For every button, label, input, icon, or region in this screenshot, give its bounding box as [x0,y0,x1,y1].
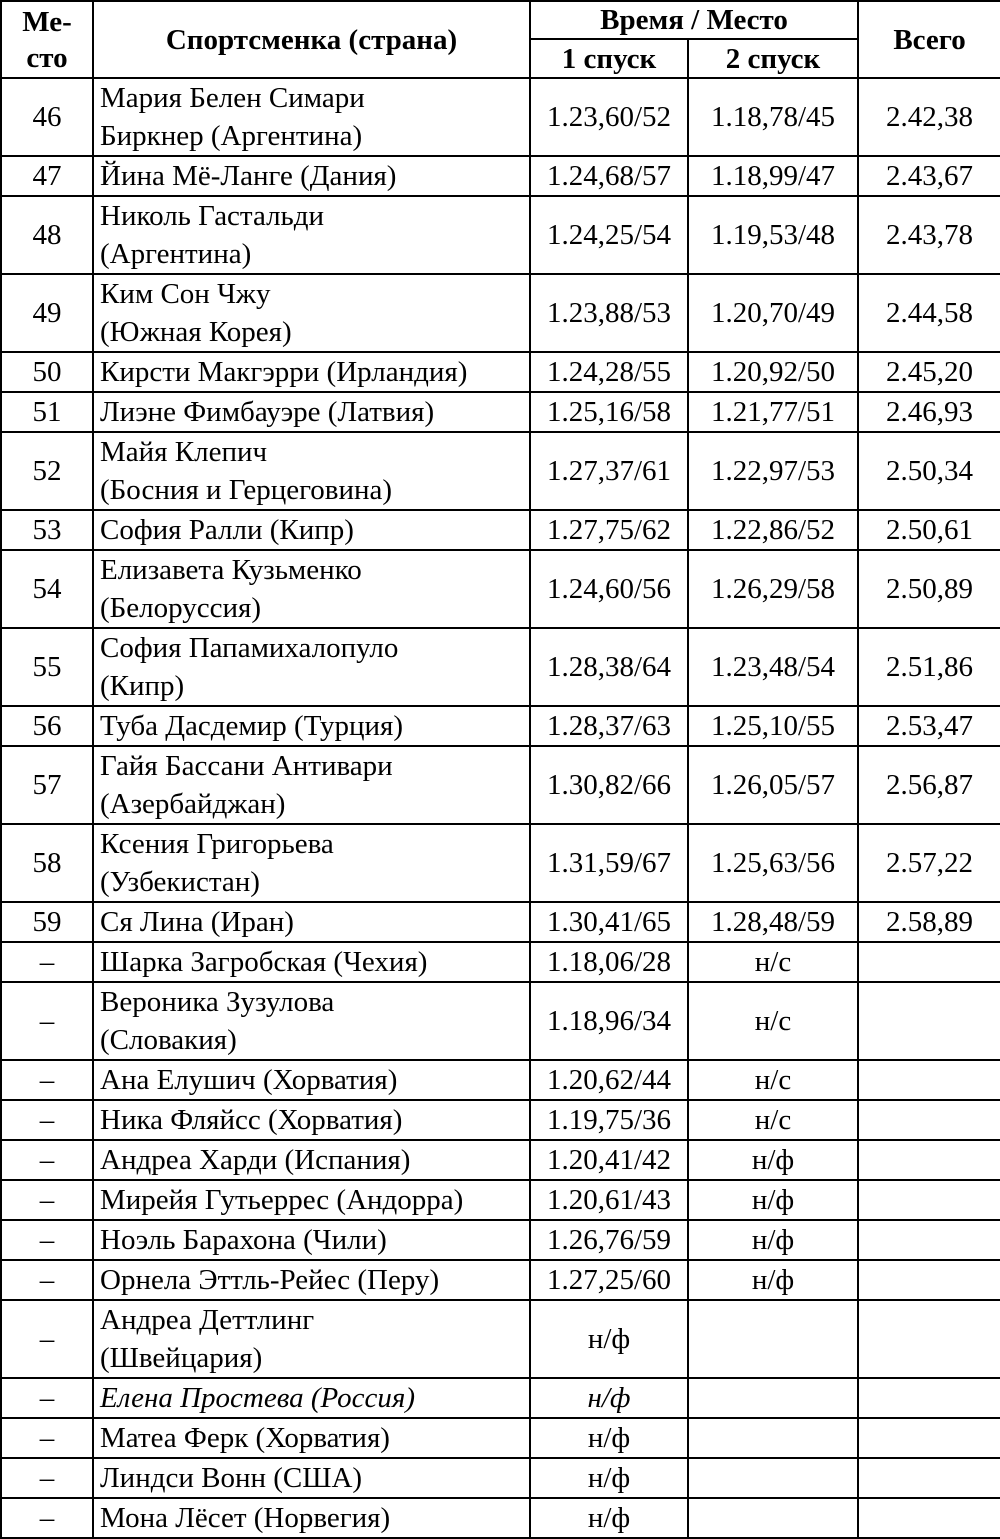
run2-cell: 1.25,63/56 [688,824,858,902]
athlete-name-line: Ся Лина (Иран) [100,906,294,938]
table-row [1,156,1000,196]
athlete-name-line: Ана Елушич (Хорватия) [100,1064,398,1096]
table-row [1,1458,1000,1498]
total-cell: 2.50,61 [858,510,1000,550]
run2-cell: 1.19,53/48 [688,196,858,274]
place-cell: – [1,1260,93,1300]
table-row [1,196,1000,274]
place-cell: 56 [1,706,93,746]
run1-cell: 1.23,60/52 [530,78,688,156]
run2-cell: н/с [688,942,858,982]
run2-cell [688,1458,858,1498]
header-total: Всего [858,1,1000,78]
table-row [1,392,1000,432]
athlete-cell [93,1378,530,1418]
athlete-cell [93,352,530,392]
athlete-name-line: Елизавета Кузьменко [100,554,362,586]
athlete-name-line: (Южная Корея) [100,316,292,348]
total-cell: 2.50,34 [858,432,1000,510]
run1-cell: 1.20,41/42 [530,1140,688,1180]
athlete-cell [93,706,530,746]
athlete-cell [93,550,530,628]
athlete-cell [93,982,530,1060]
place-cell: – [1,1180,93,1220]
run2-cell [688,1498,858,1538]
total-cell [858,1418,1000,1458]
run1-cell: 1.27,75/62 [530,510,688,550]
athlete-name-line: Вероника Зузулова [100,986,335,1018]
athlete-cell [93,902,530,942]
place-cell: – [1,942,93,982]
place-cell: 54 [1,550,93,628]
total-cell: 2.51,86 [858,628,1000,706]
athlete-cell [93,196,530,274]
place-cell: – [1,1140,93,1180]
place-cell: – [1,1060,93,1100]
run2-cell: н/ф [688,1180,858,1220]
run1-cell: 1.20,61/43 [530,1180,688,1220]
run2-cell: 1.26,29/58 [688,550,858,628]
run2-cell: н/с [688,982,858,1060]
run1-cell: 1.23,88/53 [530,274,688,352]
total-cell [858,942,1000,982]
run2-cell: 1.28,48/59 [688,902,858,942]
athlete-name-line: София Ралли (Кипр) [100,514,354,546]
run1-cell: 1.24,28/55 [530,352,688,392]
athlete-cell [93,824,530,902]
athlete-name-line: (Швейцария) [100,1342,263,1374]
run2-cell: 1.23,48/54 [688,628,858,706]
athlete-name-line: София Папамихалопуло [100,632,399,664]
header-place-line1: Ме- [22,5,72,38]
place-cell: 46 [1,78,93,156]
athlete-name-line: (Кипр) [100,670,185,702]
athlete-name-line: Орнела Эттль-Рейес (Перу) [100,1264,440,1296]
athlete-name-line: Йина Мё-Ланге (Дания) [100,160,397,192]
athlete-name-line: (Узбекистан) [100,866,260,898]
table-row [1,746,1000,824]
athlete-cell [93,1300,530,1378]
athlete-cell [93,942,530,982]
place-cell: – [1,1220,93,1260]
run1-cell: 1.24,68/57 [530,156,688,196]
table-row [1,982,1000,1060]
total-cell: 2.42,38 [858,78,1000,156]
place-cell: 58 [1,824,93,902]
total-cell: 2.44,58 [858,274,1000,352]
run1-cell: 1.31,59/67 [530,824,688,902]
header-athlete: Спортсменка (страна) [93,1,530,78]
run1-cell: 1.18,96/34 [530,982,688,1060]
run1-cell: н/ф [530,1418,688,1458]
athlete-name-line: Ксения Григорьева [100,828,334,860]
athlete-cell [93,1180,530,1220]
table-row [1,432,1000,510]
place-cell: 57 [1,746,93,824]
run1-cell: 1.18,06/28 [530,942,688,982]
athlete-name-line: Ника Фляйсс (Хорватия) [100,1104,403,1136]
place-cell: 48 [1,196,93,274]
table-row [1,706,1000,746]
total-cell [858,1458,1000,1498]
athlete-name-line: Лиэне Фимбауэре (Латвия) [100,396,435,428]
athlete-name-line: Биркнер (Аргентина) [100,120,363,152]
run1-cell: 1.26,76/59 [530,1220,688,1260]
athlete-name-line: Андреа Харди (Испания) [100,1144,411,1176]
athlete-name-line: Шарка Загробская (Чехия) [100,946,428,978]
total-cell: 2.43,78 [858,196,1000,274]
total-cell: 2.45,20 [858,352,1000,392]
table-row [1,1378,1000,1418]
run2-cell: 1.20,70/49 [688,274,858,352]
place-cell: 55 [1,628,93,706]
total-cell [858,1300,1000,1378]
run2-cell: 1.26,05/57 [688,746,858,824]
run1-cell: 1.28,37/63 [530,706,688,746]
run1-cell: 1.27,25/60 [530,1260,688,1300]
athlete-cell [93,628,530,706]
run1-cell: 1.19,75/36 [530,1100,688,1140]
run1-cell: 1.27,37/61 [530,432,688,510]
run2-cell: н/ф [688,1220,858,1260]
athlete-name-line: (Белоруссия) [100,592,262,624]
run2-cell: 1.18,78/45 [688,78,858,156]
table-row [1,1140,1000,1180]
table-header [1,1,1000,78]
total-cell [858,1498,1000,1538]
run2-cell: н/ф [688,1140,858,1180]
run1-cell: 1.25,16/58 [530,392,688,432]
place-cell: – [1,1498,93,1538]
athlete-name-line: (Аргентина) [100,238,252,270]
place-cell: 50 [1,352,93,392]
total-cell [858,1180,1000,1220]
table-row [1,1260,1000,1300]
athlete-cell [93,1220,530,1260]
athlete-cell [93,1498,530,1538]
table-row [1,942,1000,982]
table-row [1,1060,1000,1100]
athlete-cell [93,392,530,432]
athlete-cell [93,274,530,352]
athlete-name-line: Мона Лёсет (Норвегия) [100,1502,391,1534]
athlete-cell [93,1060,530,1100]
run1-cell: 1.24,25/54 [530,196,688,274]
athlete-name-line: Майя Клепич [100,436,268,468]
run1-cell: н/ф [530,1378,688,1418]
athlete-name-line: Кирсти Макгэрри (Ирландия) [100,356,468,388]
athlete-cell [93,746,530,824]
table-row [1,1220,1000,1260]
run2-cell: н/с [688,1100,858,1140]
athlete-name-line: Андреа Деттлинг [100,1304,315,1336]
run2-cell: 1.22,97/53 [688,432,858,510]
header-run2: 2 спуск [688,39,858,78]
athlete-name-line: Николь Гастальди [100,200,325,232]
run1-cell: 1.30,82/66 [530,746,688,824]
table-row [1,628,1000,706]
total-cell: 2.57,22 [858,824,1000,902]
athlete-name-line: Гайя Бассани Антивари [100,750,393,782]
total-cell [858,1140,1000,1180]
athlete-cell [93,1458,530,1498]
athlete-cell [93,510,530,550]
place-cell: – [1,1100,93,1140]
table-row [1,1300,1000,1378]
table-row [1,902,1000,942]
total-cell [858,1220,1000,1260]
header-time-place: Время / Место [530,1,858,39]
header-place-line2: сто [26,41,68,74]
athlete-name-line: (Босния и Герцеговина) [100,474,393,506]
athlete-name-line: (Словакия) [100,1024,237,1056]
athlete-name-line: Елена Простева (Россия) [100,1382,416,1414]
athlete-name-line: Мария Белен Симари [100,82,365,114]
run2-cell: 1.25,10/55 [688,706,858,746]
run1-cell: н/ф [530,1498,688,1538]
run1-cell: 1.28,38/64 [530,628,688,706]
athlete-name-line: Ноэль Барахона (Чили) [100,1224,387,1256]
place-cell: – [1,1300,93,1378]
athlete-cell [93,1260,530,1300]
run2-cell: н/ф [688,1260,858,1300]
run2-cell [688,1378,858,1418]
table-row [1,510,1000,550]
run1-cell: н/ф [530,1300,688,1378]
athlete-name-line: Ким Сон Чжу [100,278,271,310]
athlete-cell [93,1140,530,1180]
run1-cell: 1.20,62/44 [530,1060,688,1100]
run1-cell: н/ф [530,1458,688,1498]
athlete-cell [93,1418,530,1458]
total-cell [858,1378,1000,1418]
run2-cell: 1.20,92/50 [688,352,858,392]
table-row [1,78,1000,156]
table-body [1,78,1000,1538]
table-row [1,1100,1000,1140]
place-cell: – [1,1378,93,1418]
table-row [1,274,1000,352]
place-cell: – [1,1458,93,1498]
run2-cell: н/с [688,1060,858,1100]
total-cell [858,1060,1000,1100]
table-row [1,1498,1000,1538]
total-cell: 2.43,67 [858,156,1000,196]
table-row [1,1180,1000,1220]
run2-cell: 1.18,99/47 [688,156,858,196]
run2-cell [688,1418,858,1458]
total-cell [858,982,1000,1060]
place-cell: 52 [1,432,93,510]
place-cell: 49 [1,274,93,352]
total-cell: 2.50,89 [858,550,1000,628]
table-row [1,824,1000,902]
run2-cell [688,1300,858,1378]
athlete-name-line: Туба Дасдемир (Турция) [100,710,403,742]
athlete-cell [93,1100,530,1140]
total-cell [858,1100,1000,1140]
place-cell: – [1,1418,93,1458]
table-row [1,1418,1000,1458]
run2-cell: 1.22,86/52 [688,510,858,550]
athlete-name-line: Матеа Ферк (Хорватия) [100,1422,390,1454]
total-cell: 2.46,93 [858,392,1000,432]
place-cell: 47 [1,156,93,196]
total-cell: 2.56,87 [858,746,1000,824]
athlete-cell [93,78,530,156]
athlete-cell [93,432,530,510]
place-cell: – [1,982,93,1060]
run1-cell: 1.30,41/65 [530,902,688,942]
athlete-name-line: Линдси Вонн (США) [100,1462,363,1494]
header-place [1,1,93,78]
table-row [1,352,1000,392]
place-cell: 53 [1,510,93,550]
athlete-name-line: Мирейя Гутьеррес (Андорра) [100,1184,464,1216]
header-run1: 1 спуск [530,39,688,78]
run2-cell: 1.21,77/51 [688,392,858,432]
run1-cell: 1.24,60/56 [530,550,688,628]
total-cell [858,1260,1000,1300]
total-cell: 2.53,47 [858,706,1000,746]
total-cell: 2.58,89 [858,902,1000,942]
athlete-name-line: (Азербайджан) [100,788,286,820]
place-cell: 59 [1,902,93,942]
table-row [1,550,1000,628]
place-cell: 51 [1,392,93,432]
athlete-cell [93,156,530,196]
